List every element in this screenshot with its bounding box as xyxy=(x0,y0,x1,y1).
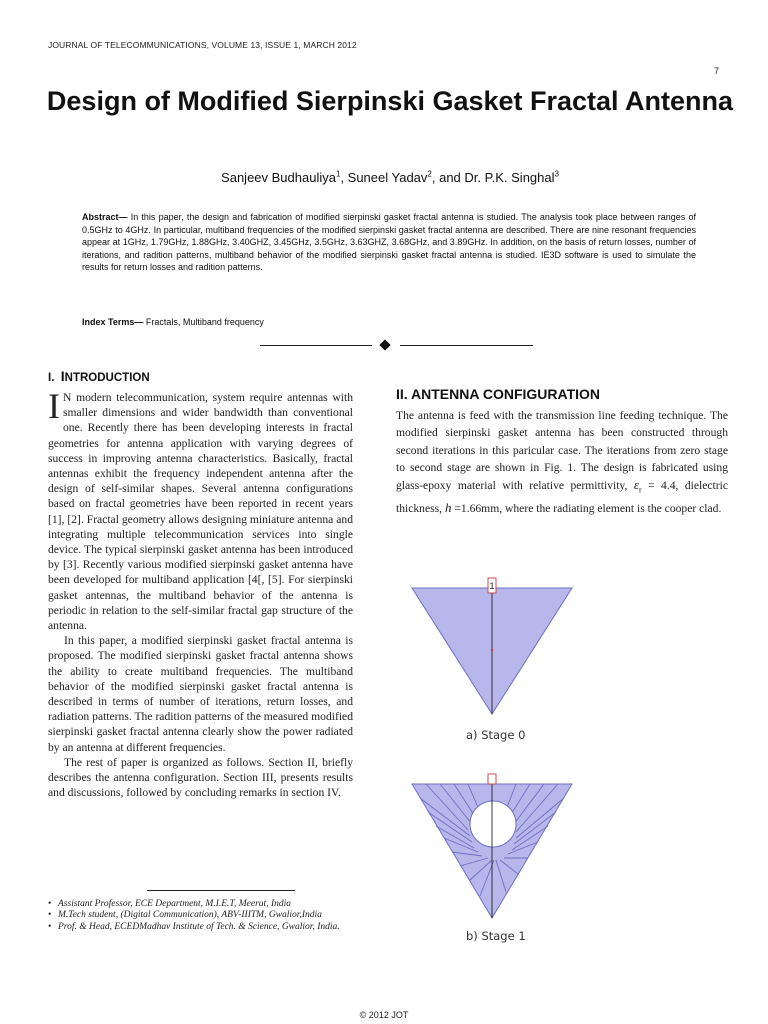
copyright-footer: © 2012 JOT xyxy=(359,1010,409,1020)
section-heading-rest: NTRODUCTION xyxy=(64,372,150,384)
epsilon-symbol: ε xyxy=(633,477,639,493)
footnote-item: • Prof. & Head, ECEDMadhav Institute of Tech. & Science, Gwalior, India. xyxy=(48,922,378,933)
author-separator: , and xyxy=(431,170,465,185)
stage-0-drawing xyxy=(408,576,578,718)
author-name: Suneel Yadav xyxy=(347,170,428,185)
section-numeral: I. xyxy=(48,372,55,384)
author-affiliation-mark: 3 xyxy=(554,169,559,179)
footnote-rule xyxy=(147,890,295,891)
author-affiliation-mark: 2 xyxy=(427,169,432,179)
abstract-heading: Abstract— xyxy=(82,212,128,222)
author-line xyxy=(40,170,740,185)
drop-cap: I xyxy=(48,386,60,426)
epsilon-subscript: r xyxy=(638,485,642,495)
page-number: 7 xyxy=(714,66,720,76)
author-name: Sanjeev Budhauliya xyxy=(221,170,336,185)
figure-caption-stage-0: a) Stage 0 xyxy=(466,728,526,742)
antenna-configuration-body xyxy=(396,407,728,517)
author-separator: , xyxy=(340,170,348,185)
port-marker xyxy=(488,774,496,784)
introduction-body xyxy=(48,386,353,800)
paragraph-text: N modern telecommunication, system require antennas with smaller dimensions and wider bandwidth than conventional one. Recently there has been developing interests in fractal geometries for antenna application with varying degrees of success in improving antenna characteristics. Basically, fractal antennas exhibit the frequency independent antenna after the design of self-similar shapes. Several antenna configurations based on fractal geometries have been reported in recent years [1], [2]. Fractal geometry allows designing miniature antenna and integrating multiple telecommunication services into single device. The typical sierpinski gasket antenna has been introduced by [3]. Recently various modified sierpinski gasket antenna have been developed for multiband application [4[, [5]. For sierpinski gasket antennas, the multiband behavior of the antenna is periodic in relation to the self-similar fractal gap structure of the antenna. xyxy=(48,391,353,633)
section-heading-initial: I xyxy=(60,368,65,384)
section-divider-right xyxy=(400,345,533,346)
paragraph: In this paper, a modified sierpinski gasket fractal antenna is proposed. The modified sierpinski gasket fractal antenna shows the ability to create multiband frequencies. The multiband behavior of the modified sierpinski gasket fractal antenna is described in terms of number of iterations, return losses, and radiation patterns. The radition patterns of the measured modified sierpinski gasket fractal antenna clearly show the power radiated by an antenna at different frequencies. xyxy=(48,634,353,754)
index-terms-text: Fractals, Multiband frequency xyxy=(143,317,264,327)
stage-1-drawing xyxy=(408,772,578,922)
journal-header: JOURNAL OF TELECOMMUNICATIONS, VOLUME 13, ISSUE 1, MARCH 2012 xyxy=(48,40,357,50)
figure-stage-0 xyxy=(408,576,578,718)
paper-title: Design of Modified Sierpinski Gasket Fractal Antenna xyxy=(46,86,734,116)
feed-point xyxy=(491,649,493,651)
footnote-item: • M.Tech student, (Digital Communication), ABV-IIITM, Gwalior,India xyxy=(48,910,378,921)
index-terms-heading: Index Terms— xyxy=(82,317,144,327)
thickness-symbol: h xyxy=(444,500,452,516)
paragraph-text: The antenna is feed with the transmission line feeding technique. The modified sierpinski gasket antenna has been constructed through second iterations in this paricular case. The iterations from zero stage to second stage are shown in Fig. 1. The design is fabricated using glass-epoxy material with relative permittivity, xyxy=(396,409,728,493)
divider-diamond-icon xyxy=(379,339,390,350)
circular-slot xyxy=(470,801,516,847)
affiliation-footnotes xyxy=(48,899,378,933)
figure-stage-1 xyxy=(408,772,578,922)
paragraph-text: =1.66mm, where the radiating element is the cooper clad. xyxy=(451,502,722,516)
author-name: Dr. P.K. Singhal xyxy=(464,170,555,185)
abstract xyxy=(82,211,696,274)
section-heading-antenna-configuration: II. ANTENNA CONFIGURATION xyxy=(396,386,601,402)
paragraph: The rest of paper is organized as follows. Section II, briefly describes the antenna configuration. Section III, presents results and discussions, followed by concluding remarks in section IV. xyxy=(48,755,353,800)
footnote-item: • Assistant Professor, ECE Department, M.I.E.T, Meerut, India xyxy=(48,899,378,910)
paragraph-text: = 4.4, dielectric thickness, xyxy=(396,479,728,516)
abstract-text: In this paper, the design and fabrication of modified sierpinski gasket fractal antenna is studied. The analysis took place between ranges of 0.5GHz to 4GHz. In particular, multiband frequencies of the modified sierpinski gasket fractal antenna are described. There are nine resonant frequencies appear at 1GHz, 1.79GHz, 1.88GHz, 3.40GHZ, 3.45GHz, 3.5GHz, 3.63GHZ, 3.68GHz, and 3.89GHz. In addition, on the basis of return losses, number of iterations, and radition patterns, multiband behavior of the modified sierpinski gasket fractal antenna is studied. IE3D software is used to simulate the results for return losses and radition patterns. xyxy=(82,212,696,273)
port-label: 1 xyxy=(489,581,495,591)
permittivity-symbol xyxy=(633,477,642,495)
figure-caption-stage-1: b) Stage 1 xyxy=(466,929,526,943)
paragraph xyxy=(48,386,353,633)
section-divider-left xyxy=(260,345,372,346)
section-heading-introduction xyxy=(48,368,150,384)
author-affiliation-mark: 1 xyxy=(335,169,341,179)
index-terms xyxy=(82,317,696,327)
